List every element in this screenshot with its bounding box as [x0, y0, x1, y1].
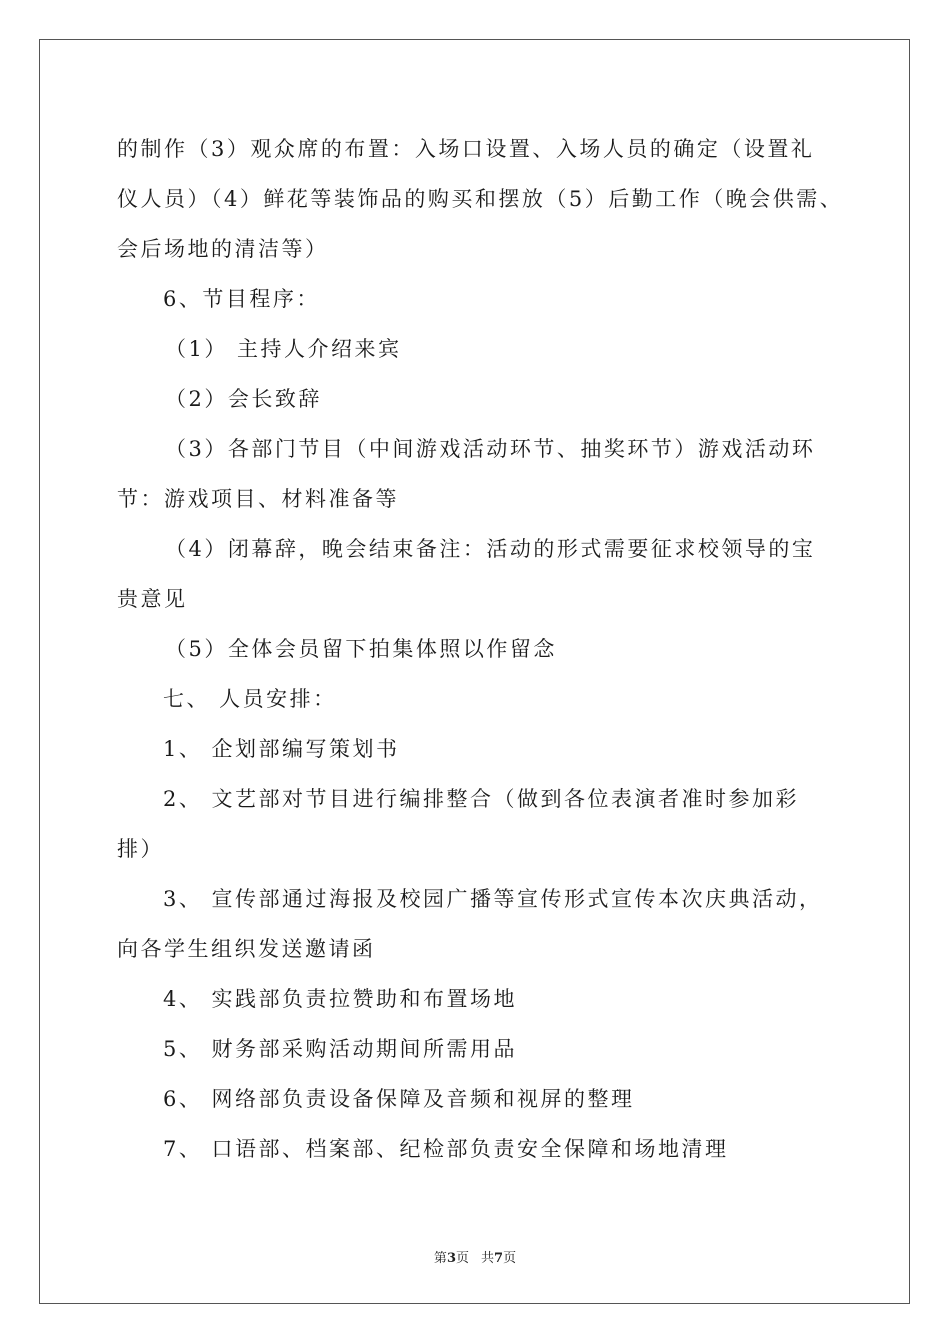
total-page-count: 7 [494, 1251, 504, 1266]
body-line: 5、 财务部采购活动期间所需用品 [163, 1037, 518, 1061]
body-line: （1） 主持人介绍来宾 [165, 337, 402, 361]
body-line: （2）会长致辞 [165, 387, 322, 411]
body-line: （5）全体会员留下拍集体照以作留念 [165, 637, 557, 661]
body-line: 7、 口语部、档案部、纪检部负责安全保障和场地清理 [163, 1137, 729, 1161]
body-line: 6、 网络部负责设备保障及音频和视屏的整理 [163, 1087, 635, 1111]
body-line: 2、 文艺部对节目进行编排整合（做到各位表演者准时参加彩 [163, 787, 800, 811]
page-prefix: 第 [433, 1251, 447, 1266]
body-line: （4）闭幕辞，晚会结束备注：活动的形式需要征求校领导的宝 [165, 537, 816, 561]
body-line: 会后场地的清洁等） [117, 237, 329, 261]
body-line: 节：游戏项目、材料准备等 [117, 487, 399, 511]
total-prefix: 共 [481, 1251, 495, 1266]
body-line: 1、 企划部编写策划书 [163, 737, 400, 761]
body-line: 仪人员）（4）鲜花等装饰品的购买和摆放（5）后勤工作（晚会供需、 [117, 187, 844, 211]
body-line: 贵意见 [117, 587, 188, 611]
body-line: 4、 实践部负责拉赞助和布置场地 [163, 987, 518, 1011]
body-line: （3）各部门节目（中间游戏活动环节、抽奖环节）游戏活动环 [165, 437, 816, 461]
body-line: 向各学生组织发送邀请函 [117, 937, 376, 961]
section-heading: 七、 人员安排： [163, 687, 337, 711]
page-footer [0, 1247, 950, 1266]
page-border [39, 39, 910, 1304]
body-line: 3、 宣传部通过海报及校园广播等宣传形式宣传本次庆典活动， [163, 887, 823, 911]
page-suffix: 页 [455, 1251, 469, 1266]
section-heading: 6、节目程序： [163, 287, 320, 311]
body-line: 的制作（3）观众席的布置：入场口设置、入场人员的确定（设置礼 [117, 137, 815, 161]
body-line: 排） [117, 837, 164, 861]
total-suffix: 页 [503, 1251, 517, 1266]
current-page-number: 3 [446, 1251, 456, 1266]
